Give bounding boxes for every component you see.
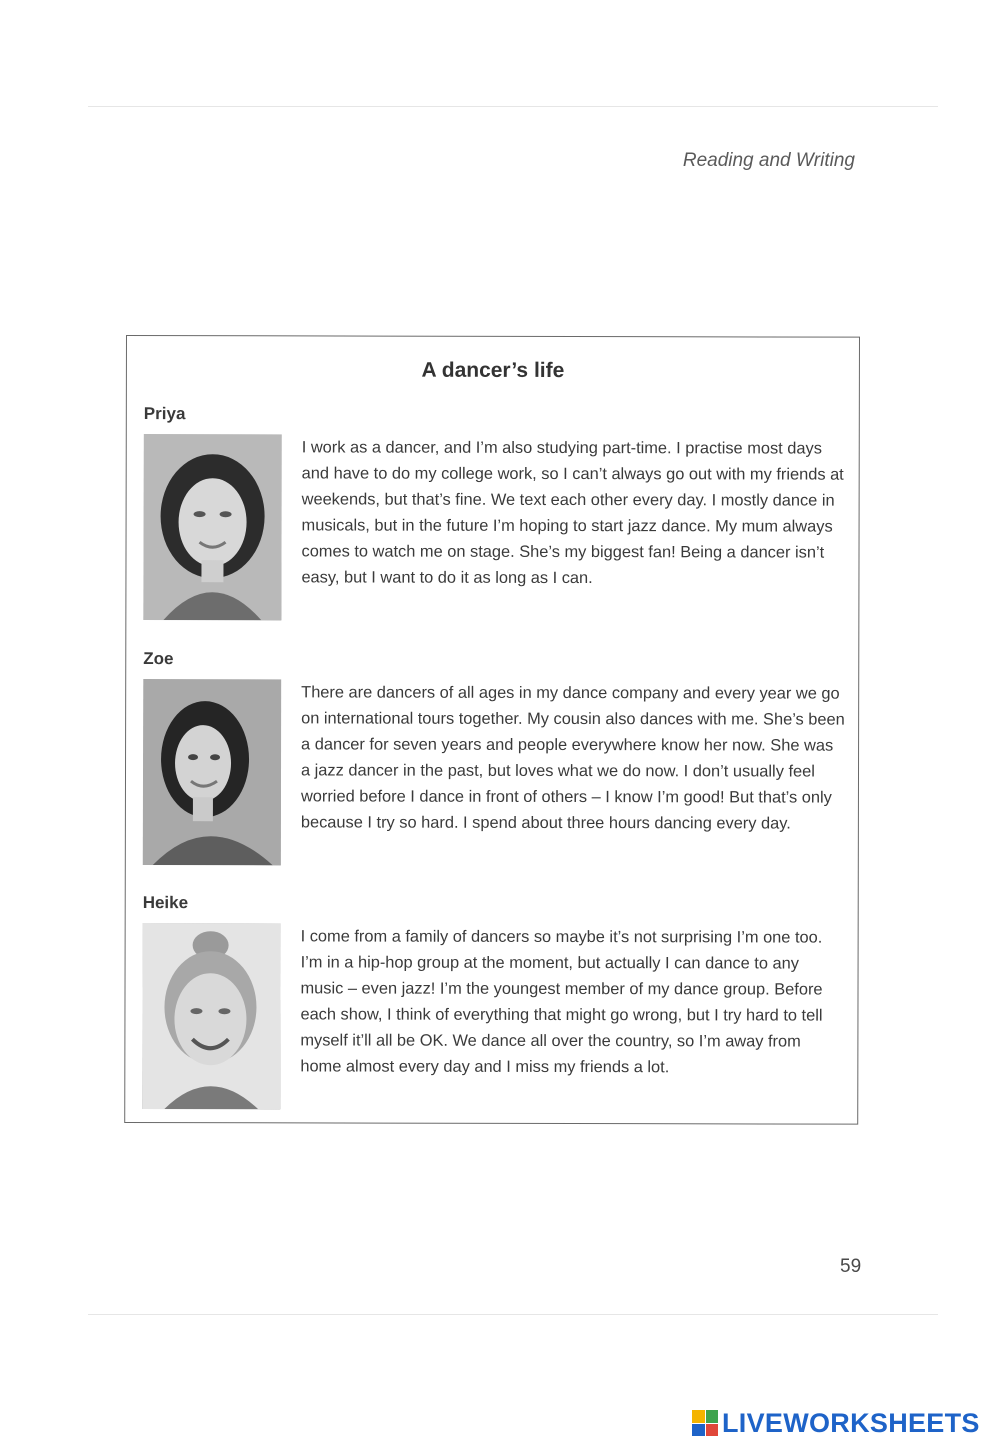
person-zoe bbox=[143, 649, 845, 833]
person-bio: I come from a family of dancers so maybe it’s not surprising I’m one too. I’m in a hip-hop group at the moment, but actually I can dance to any music – even jazz! I’m the youngest member of my dance group. Before each show, I think of everything that might go wrong, but I try hard to tell myself it’ll all be OK. We dance all over the country, so I’m away from home almost every day and I miss my friends a lot. bbox=[300, 927, 823, 1077]
person-bio: There are dancers of all ages in my dance company and every year we go on international tours together. My cousin also dances with me. She’s been a dancer for seven years and people everywhere know her now. She was a jazz dancer in the past, but loves what we do now. I don’t usually feel worried before I dance in front of others – I know I’m good! But that’s only because I try so hard. I spend about three hours dancing every day. bbox=[300, 683, 845, 833]
page-number: 59 bbox=[840, 1256, 862, 1277]
person-name: Heike bbox=[142, 893, 189, 913]
top-divider bbox=[88, 106, 938, 107]
section-header: Reading and Writing bbox=[682, 150, 855, 171]
brand-watermark[interactable] bbox=[692, 1408, 980, 1438]
brand-name: LIVEWORKSHEETS bbox=[722, 1407, 980, 1438]
person-name: Priya bbox=[143, 404, 186, 424]
liveworksheets-logo-icon bbox=[692, 1410, 718, 1436]
person-heike bbox=[142, 893, 843, 1077]
article-box bbox=[124, 335, 860, 1125]
bottom-divider bbox=[88, 1314, 938, 1315]
portrait-photo-icon bbox=[143, 434, 281, 620]
portrait-photo-icon bbox=[143, 679, 281, 865]
article-title: A dancer’s life bbox=[421, 358, 565, 382]
person-priya bbox=[143, 404, 844, 588]
person-name: Zoe bbox=[143, 649, 174, 669]
portrait-photo-icon bbox=[142, 923, 280, 1109]
person-bio: I work as a dancer, and I’m also studying part-time. I practise most days and have to do my college work, so I can’t always go out with my friends at weekends, but that’s fine. We text each other every day. I mostly dance in musicals, but in the future I’m hoping to start jazz dance. My mum always comes to watch me on stage. She’s my biggest fan! Being a dancer isn’t easy, but I want to do it as long as I can. bbox=[301, 438, 844, 588]
